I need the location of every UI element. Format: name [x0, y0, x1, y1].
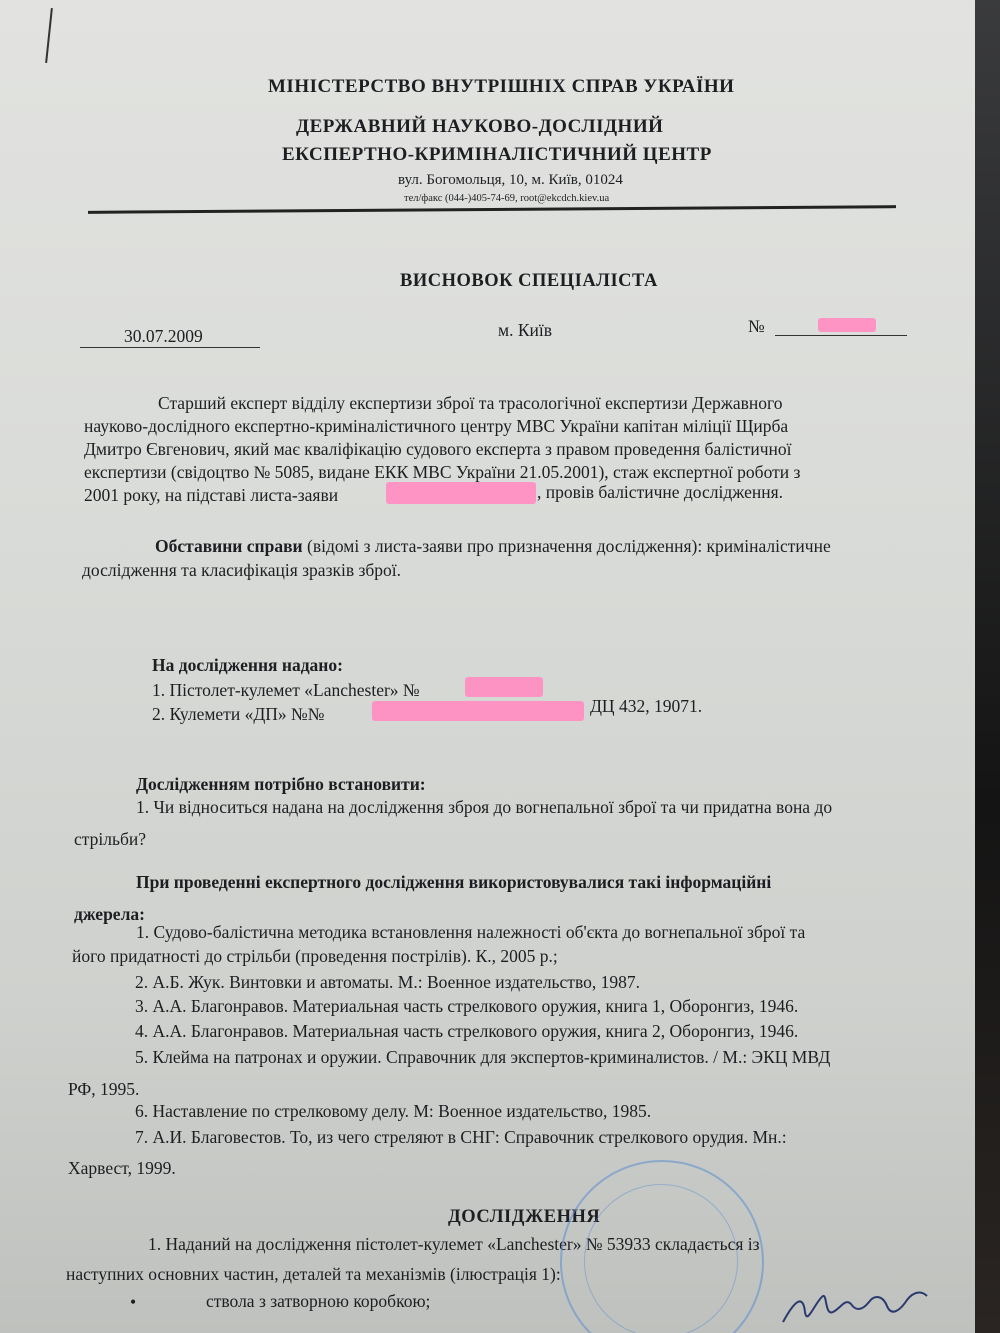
- source-line-4: 3. А.А. Благонравов. Материальная часть стрелкового оружия, книга 1, Оборонгиз, 1946.: [135, 996, 799, 1016]
- provided-item-2a: 2. Кулемети «ДП» №№: [152, 704, 325, 724]
- source-line-1: 1. Судово-балістична методика встановлення належності об'єкта до вогнепальної зброї та: [136, 922, 806, 942]
- redacted-serials-2: [372, 701, 584, 721]
- circumstances-line-1: [155, 536, 831, 557]
- sources-heading-1: При проведенні експертного дослідження використовувалися такі інформаційні: [136, 872, 772, 892]
- provided-heading: На дослідження надано:: [152, 655, 343, 675]
- source-line-8: 6. Наставление по стрелковому делу. М: Военное издательство, 1985.: [135, 1101, 652, 1121]
- intro-line-5b: , провів балістичне дослідження.: [537, 482, 784, 502]
- official-stamp: [560, 1160, 764, 1333]
- intro-line-4: експертизи (свідоцтво № 5085, видане ЕКК МВС України 21.05.2001), стаж експертної роботи з: [84, 462, 801, 482]
- ministry-name: МІНІСТЕРСТВО ВНУТРІШНІХ СПРАВ УКРАЇНИ: [268, 76, 735, 97]
- source-line-6: 5. Клейма на патронах и оружии. Справочник для экспертов-криминалистов. / М.: ЭКЦ МВД: [135, 1047, 831, 1067]
- document-title: ВИСНОВОК СПЕЦІАЛІСТА: [400, 271, 658, 291]
- circumstances-text: (відомі з листа-заяви про призначення дослідження): криміналістичне: [302, 536, 831, 556]
- redacted-number: [818, 318, 876, 332]
- source-line-10: Харвест, 1999.: [68, 1158, 176, 1178]
- sources-heading-2: джерела:: [74, 904, 145, 924]
- redacted-applicant: [386, 482, 536, 504]
- source-line-7: РФ, 1995.: [68, 1079, 140, 1099]
- center-name-line1: ДЕРЖАВНИЙ НАУКОВО-ДОСЛІДНИЙ: [296, 116, 664, 137]
- goal-line-2: стрільби?: [74, 829, 146, 849]
- desk-background: [975, 0, 1000, 1333]
- center-name-line2: ЕКСПЕРТНО-КРИМІНАЛІСТИЧНИЙ ЦЕНТР: [282, 144, 712, 165]
- research-line-1: 1. Наданий на дослідження пістолет-кулемет «Lanchester» № 53933 складається із: [148, 1234, 760, 1254]
- source-line-5: 4. А.А. Благонравов. Материальная часть стрелкового оружия, книга 2, Оборонгиз, 1946.: [135, 1021, 799, 1041]
- document-date: 30.07.2009: [124, 326, 203, 346]
- goal-line-1: 1. Чи відноситься надана на дослідження зброя до вогнепальної зброї та чи придатна вона до: [136, 797, 833, 817]
- signature: [775, 1282, 935, 1332]
- bullet-marker: •: [130, 1292, 137, 1312]
- source-line-2: його придатності до стрільби (проведення пострілів). К., 2005 р.;: [72, 946, 558, 966]
- research-bullet-1: ствола з затворною коробкою;: [206, 1291, 431, 1311]
- intro-line-1: Старший експерт відділу експертизи зброї та трасологічної експертизи Державного: [158, 393, 783, 413]
- document-number-label: №: [748, 316, 765, 336]
- number-underline: [775, 335, 907, 336]
- letterhead-rule: [88, 205, 896, 214]
- provided-item-1: 1. Пістолет-кулемет «Lanchester» №: [152, 680, 420, 700]
- date-underline: [80, 347, 260, 348]
- research-line-2: наступних основних частин, деталей та механізмів (ілюстрація 1):: [66, 1264, 561, 1284]
- source-line-3: 2. А.Б. Жук. Винтовки и автоматы. М.: Военное издательство, 1987.: [135, 972, 640, 992]
- document-city: м. Київ: [498, 320, 552, 340]
- source-line-9: 7. А.И. Благовестов. То, из чего стреляют в СНГ: Справочник стрелкового орудия. Мн.:: [135, 1127, 787, 1147]
- intro-line-3: Дмитро Євгенович, який має кваліфікацію судового експерта з правом проведення балістичної: [84, 439, 792, 459]
- redacted-serial-1: [465, 677, 543, 697]
- goal-heading: Дослідженням потрібно встановити:: [136, 774, 426, 794]
- pen-mark: [45, 8, 53, 63]
- intro-line-2: науково-дослідного експертно-криміналістичного центру МВС України капітан міліції Щирба: [84, 416, 789, 436]
- provided-item-2b: ДЦ 432, 19071.: [590, 696, 703, 716]
- center-contacts: тел/факс (044-)405-74-69, root@ekcdch.kiev.ua: [404, 193, 610, 204]
- research-heading: ДОСЛІДЖЕННЯ: [448, 1207, 601, 1227]
- circumstances-line-2: дослідження та класифікація зразків зброї.: [82, 560, 402, 580]
- intro-line-5a: 2001 року, на підставі листа-заяви: [84, 485, 339, 505]
- circumstances-label: Обставини справи: [155, 536, 303, 556]
- center-address: вул. Богомольця, 10, м. Київ, 01024: [398, 172, 623, 188]
